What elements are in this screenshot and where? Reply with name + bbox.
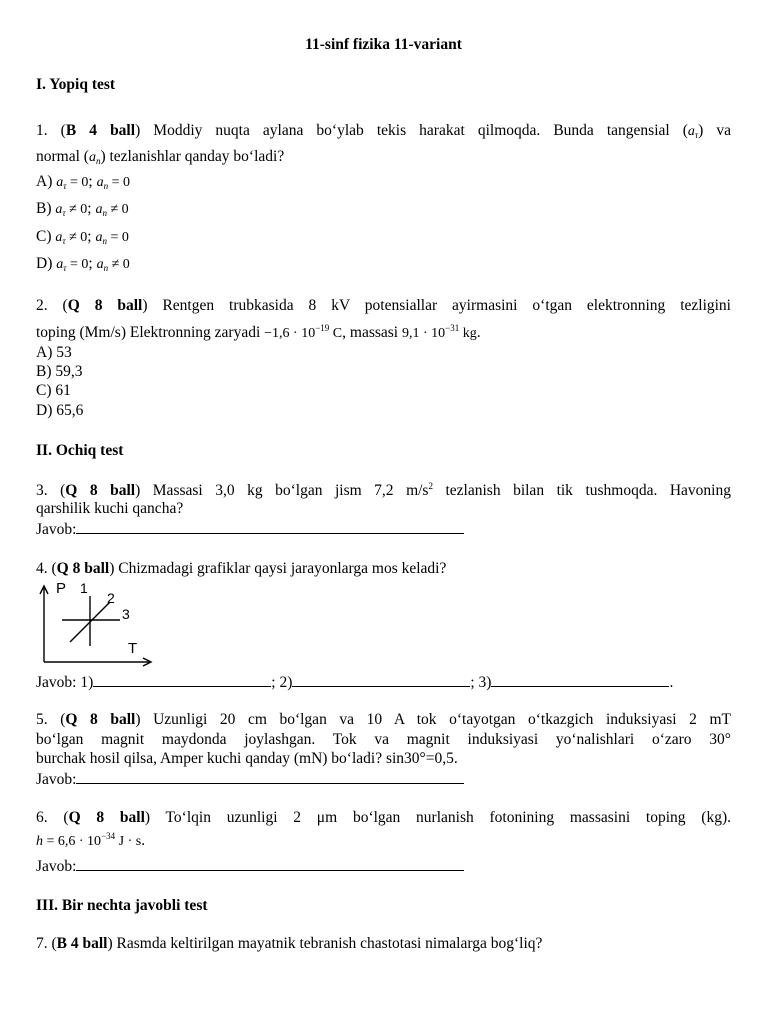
question-4-answer-blank-2[interactable] [292,673,470,687]
section-heading-3: III. Bir nechta javobli test [36,897,208,914]
question-4-answer: Javob: 1) ; 2) ; 3) . [36,674,674,691]
question-6-answer: Javob: [36,857,464,876]
question-5-answer: Javob: [36,770,464,789]
question-4-answer-blank-3[interactable] [491,673,669,687]
section-heading-2: II. Ochiq test [36,442,124,459]
question-2-points: Q 8 ball [67,297,143,314]
question-2-line-1: 2. (Q 8 ball) Rentgen trubkasida 8 kV potensiallar ayirmasini o‘tgan elektronning tezligini [36,297,731,314]
planck-constant: = $6,6 \cdot 10^{-34}$ J · s [43,831,142,849]
question-5-line-3: burchak hosil qilsa, Amper kuchi qanday (mN) bo‘ladi? sin30°=0,5. [36,750,458,767]
question-5-line-1: 5. (Q 8 ball) Uzunligi 20 cm bo‘lgan va 10 A tok o‘tayotgan o‘tkazgich induksiyasi 2 mT [36,711,731,728]
question-1-option-b: B) $a_\tau \ne 0$; $a_n \ne 0$ [36,200,129,218]
question-5-points: Q 8 ball [65,711,136,728]
question-1-option-d: D) $a_\tau = 0$; $a_n \ne 0$ [36,255,130,273]
x-axis-label: T [128,640,138,657]
question-1-line-2: normal $(a_n)$ tezlanishlar qanday bo‘ladi? [36,148,285,166]
pt-graph [36,576,166,670]
question-3-line-1: 3. (Q 8 ball) Massasi 3,0 kg bo‘lgan jism 7,2 $m/s^2$ tezlanish bilan tik tushmoqda. Havoning [36,481,731,499]
question-2-option-b: B) 59,3 [36,363,83,380]
question-1-points: B 4 ball [65,122,136,139]
graph-label-2: 2 [107,590,115,606]
question-6-answer-blank[interactable] [76,857,464,871]
question-3-answer-blank[interactable] [76,520,464,534]
question-5-line-2: bo‘lgan magnit maydonda joylashgan. Tok va magnit induksiyasi yo‘nalishlari o‘zaro 30° [36,731,731,748]
question-7-points: B 4 ball [56,935,108,952]
question-7-line-1: 7. (B 4 ball) Rasmda keltirilgan mayatnik tebranish chastotasi nimalarga bog‘liq? [36,935,543,952]
electron-mass: $9,1 \cdot 10^{-31}$ kg [401,323,477,341]
page-title: 11-sinf fizika 11-variant [305,36,462,53]
question-4-answer-blank-1[interactable] [93,673,271,687]
question-1-line-1: 1. (B 4 ball) Moddiy nuqta aylana bo‘ylab tekis harakat qilmoqda. Bunda tangensial $(a_\tau)$ va [36,122,732,140]
question-6-line-2: $h = 6,6 \cdot 10^{-34}$ J · s. [36,831,146,849]
question-3-answer: Javob: [36,520,464,539]
section-heading-1: I. Yopiq test [36,76,116,93]
question-5-answer-blank[interactable] [76,770,464,784]
question-3-line-2: qarshilik kuchi qancha? [36,500,184,517]
tangential-accel-symbol: $a_\tau$ [687,124,699,140]
question-2-option-d: D) 65,6 [36,402,84,419]
question-4-points: Q 8 ball [56,560,110,577]
normal-accel-symbol: $a_n$ [88,150,101,166]
electron-charge: $-1,6 \cdot 10^{-19}$ C [264,323,343,341]
question-2-option-c: C) 61 [36,382,71,399]
y-axis-label: P [56,580,67,597]
question-1-option-c: C) $a_\tau \ne 0$; $a_n = 0$ [36,228,129,246]
question-6-points: Q 8 ball [68,809,145,826]
question-2-option-a: A) 53 [36,344,72,361]
question-4-line-1: 4. (Q 8 ball) Chizmadagi grafiklar qaysi jarayonlarga mos keladi? [36,560,447,577]
question-2-line-2: toping (Mm/s) Elektronning zaryadi $-1,6 \cdot 10^{-19}$ C, massasi $9,1 \cdot 10^{-31}$ kg. [36,323,481,341]
question-1-option-a: A) $a_\tau = 0$; $a_n = 0$ [36,173,130,191]
graph-label-3: 3 [122,606,130,622]
question-3-points: Q 8 ball [65,482,136,499]
graph-label-1: 1 [80,580,88,596]
question-6-line-1: 6. (Q 8 ball) To‘lqin uzunligi 2 μm bo‘lgan nurlanish fotonining massasini toping (kg). [36,809,731,826]
